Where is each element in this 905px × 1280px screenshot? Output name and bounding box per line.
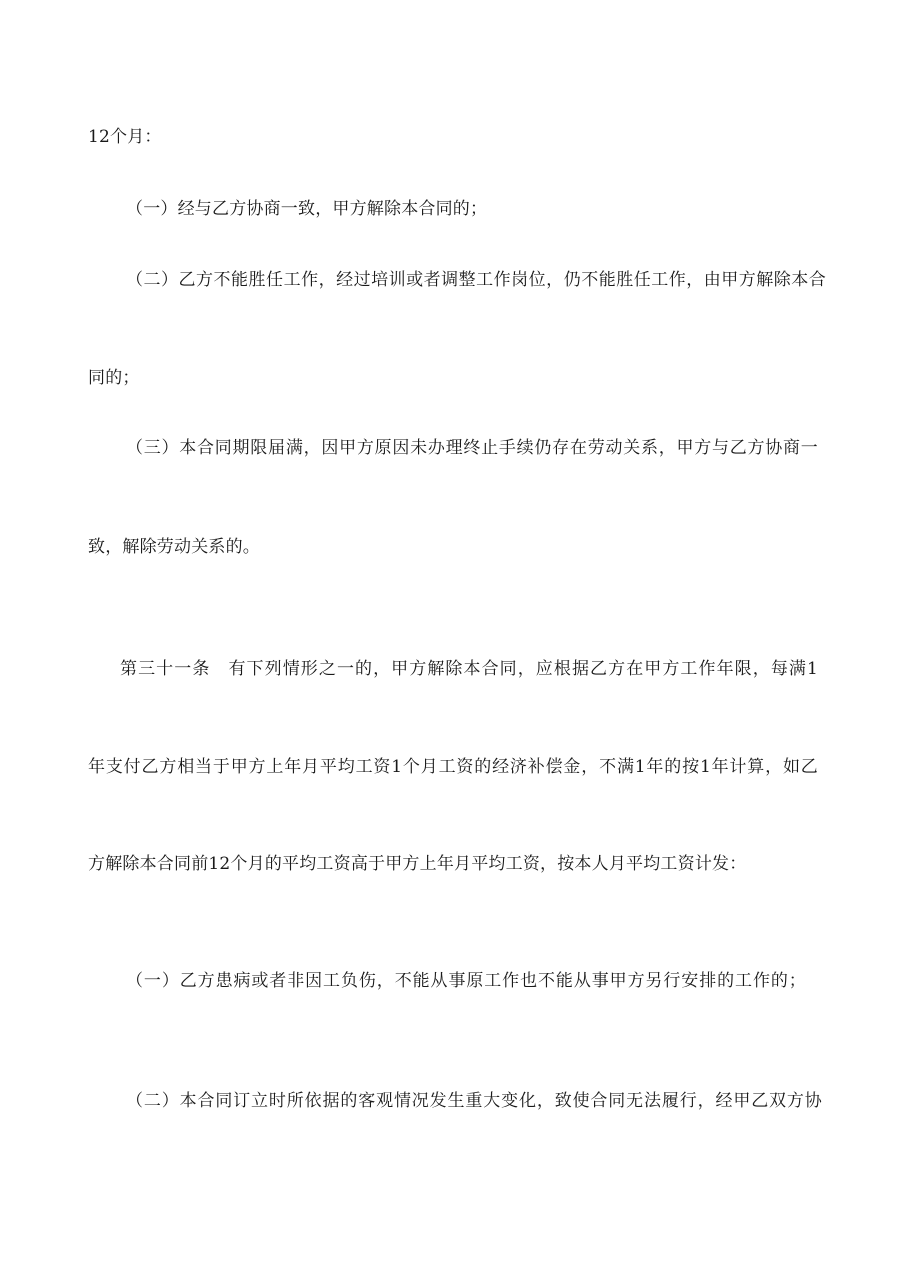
text-line: （三）本合同期限届满，因甲方原因未办理终止手续仍存在劳动关系，甲方与乙方协商一 (126, 438, 818, 458)
text-line: 致，解除劳动关系的。 (88, 537, 260, 557)
text-line: （一）经与乙方协商一致，甲方解除本合同的； (126, 199, 488, 219)
text-line: 年支付乙方相当于甲方上年月平均工资1个月工资的经济补偿金，不满1年的按1年计算，如乙 (88, 757, 818, 777)
text-line: 方解除本合同前12个月的平均工资高于甲方上年月平均工资，按本人月平均工资计发： (88, 854, 747, 874)
text-line: 同的； (88, 368, 140, 388)
text-line: （一）乙方患病或者非因工负伤，不能从事原工作也不能从事甲方另行安排的工作的； (126, 971, 806, 991)
article-heading-line: 第三十一条 有下列情形之一的，甲方解除本合同，应根据乙方在甲方工作年限，每满1 (120, 659, 818, 679)
text-line: （二）本合同订立时所依据的客观情况发生重大变化，致使合同无法履行，经甲乙双方协 (126, 1091, 822, 1111)
text-line: （二）乙方不能胜任工作，经过培训或者调整工作岗位，仍不能胜任工作，由甲方解除本合 (126, 270, 826, 290)
text-line: 12个月： (88, 127, 162, 147)
